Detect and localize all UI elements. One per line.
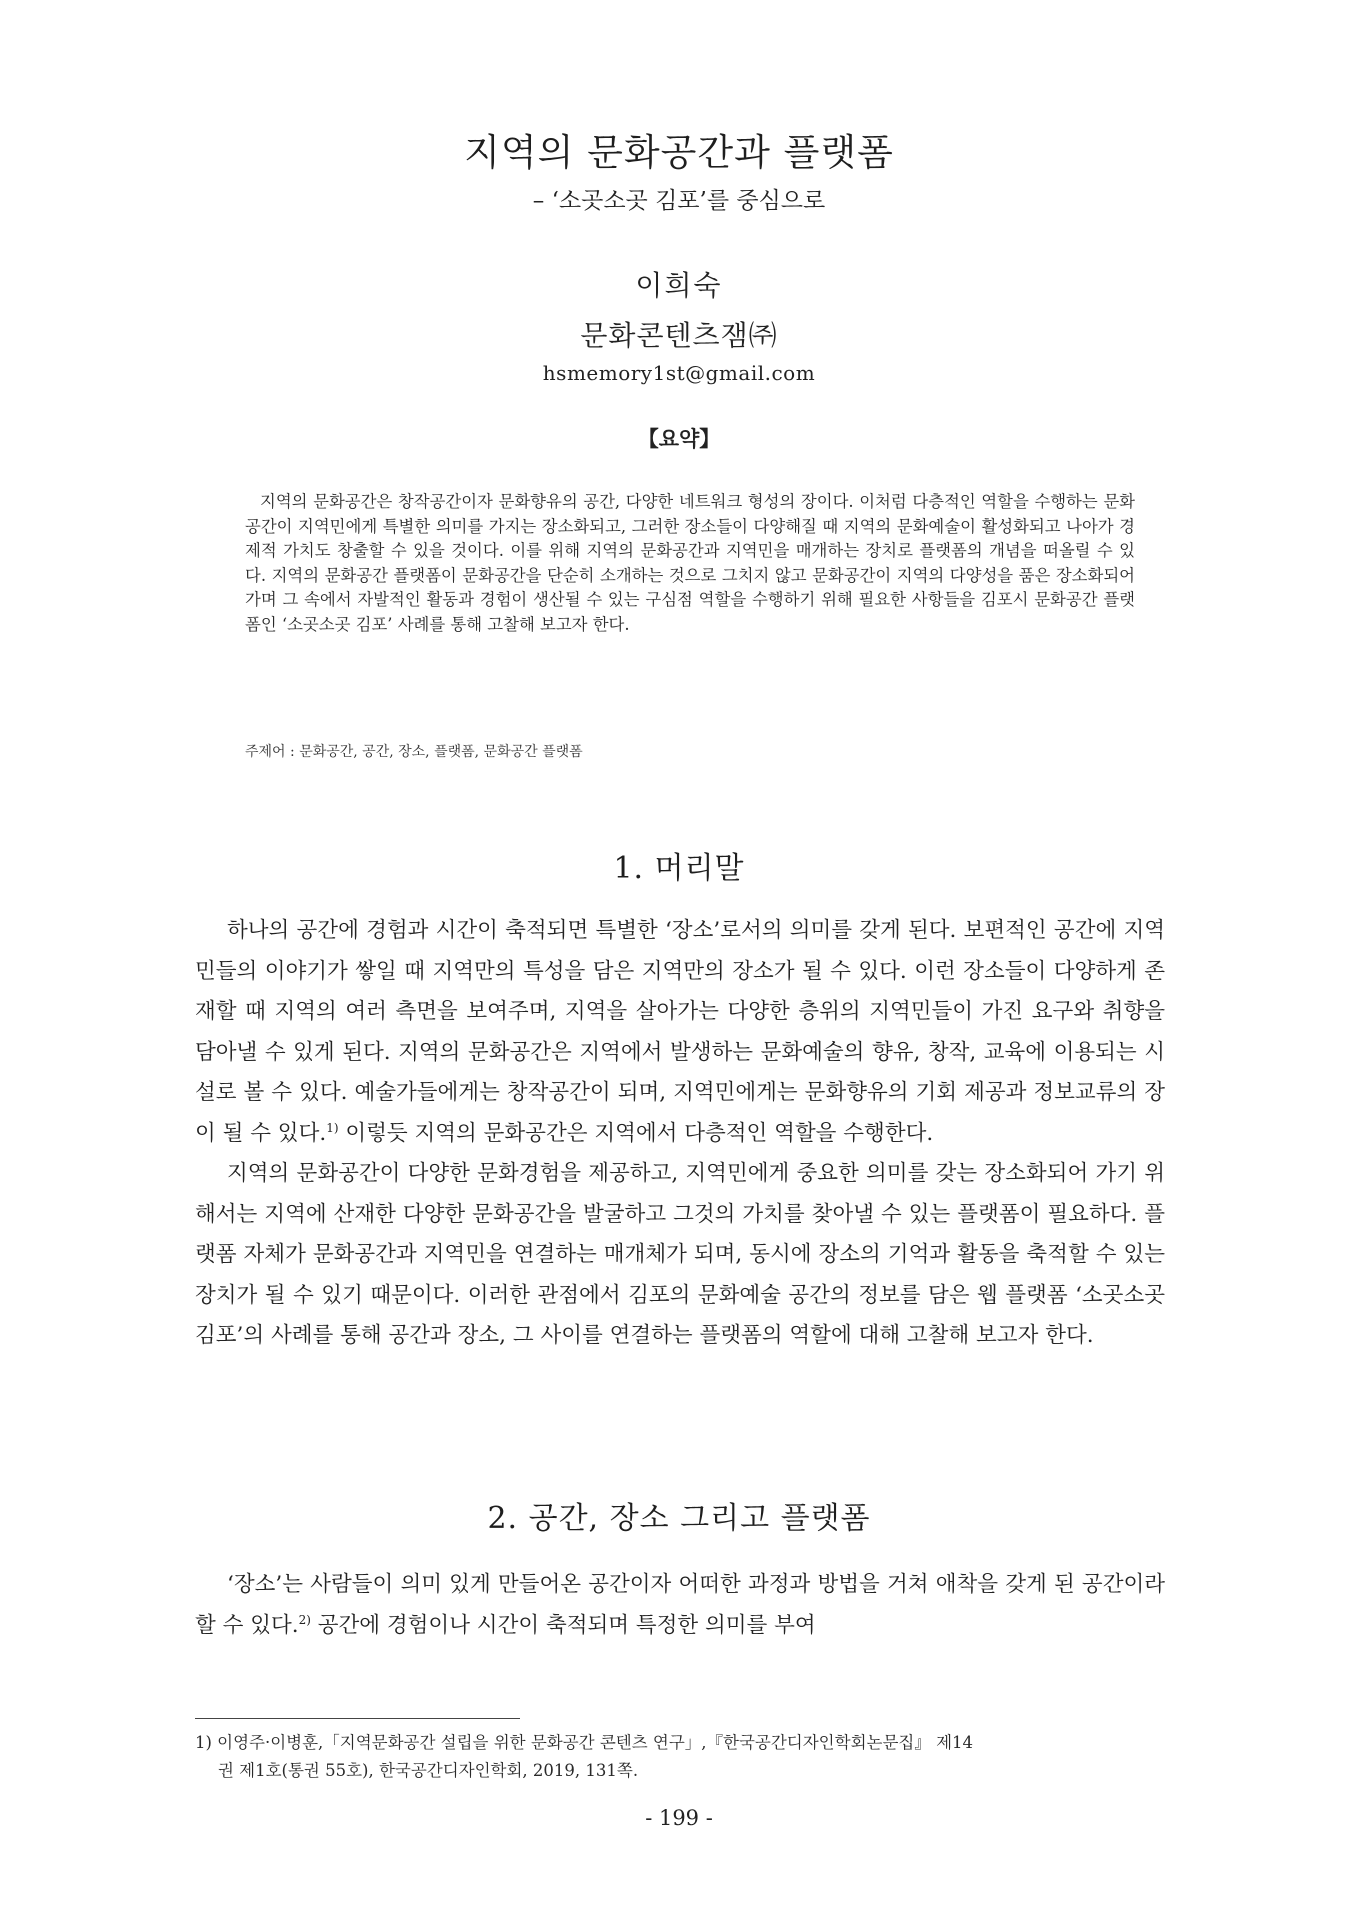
- footnote-ref-2: 2): [298, 1612, 311, 1627]
- abstract-text: 지역의 문화공간은 창작공간이자 문화향유의 공간, 다양한 네트워크 형성의 장이다. 이처럼 다층적인 역할을 수행하는 문화공간이 지역민에게 특별한 의미를 가지는 장소화되고, 그러한 장소들이 다양해질 때 지역의 문화예술이 활성화되고 나아가 경제적 가치도 창출할 수 있을 것이다. 이를 위해 지역의 문화공간과 지역민을 매개하는 장치로 플랫폼의 개념을 떠올릴 수 있다. 지역의 문화공간 플랫폼이 문화공간을 단순히 소개하는 것으로 그치지 않고 문화공간이 지역의 다양성을 품은 장소화되어 가며 그 속에서 자발적인 활동과 경험이 생산될 수 있는 구심점 역할을 수행하기 위해 필요한 사항들을 김포시 문화공간 플랫폼인 ‘소곳소곳 김포’ 사례를 통해 고찰해 보고자 한다.: [245, 492, 1135, 634]
- section-1-paragraph-1: [195, 911, 1165, 1154]
- section-2-heading: 2. 공간, 장소 그리고 플랫폼: [487, 1501, 871, 1536]
- footnote-line-2: 권 제1호(통권 55호), 한국공간디자인학회, 2019, 131쪽.: [218, 1761, 639, 1780]
- section-1-body: [195, 911, 1165, 1357]
- section-1-heading: 1. 머리말: [613, 851, 745, 886]
- section-1-paragraph-2: 지역의 문화공간이 다양한 문화경험을 제공하고, 지역민에게 중요한 의미를 갖는 장소화되어 가기 위해서는 지역에 산재한 다양한 문화공간을 발굴하고 그것의 가치를 찾아낼 수 있는 플랫폼이 필요하다. 플랫폼 자체가 문화공간과 지역민을 연결하는 매개체가 되며, 동시에 장소의 기억과 활동을 축적할 수 있는 장치가 될 수 있기 때문이다. 이러한 관점에서 김포의 문화예술 공간의 정보를 담은 웹 플랫폼 ‘소곳소곳 김포’의 사례를 통해 공간과 장소, 그 사이를 연결하는 플랫폼의 역할에 대해 고찰해 보고자 한다.: [195, 1161, 1165, 1348]
- section-2-body: [195, 1565, 1165, 1646]
- paper-title: 지역의 문화공간과 플랫폼: [464, 131, 894, 174]
- abstract-heading: 【요약】: [637, 426, 721, 451]
- section-1-paragraph-1-text-a: 하나의 공간에 경험과 시간이 축적되면 특별한 ‘장소’로서의 의미를 갖게 된다. 보편적인 공간에 지역민들의 이야기가 쌓일 때 지역만의 특성을 담은 지역만의 장소가 될 수 있다. 이런 장소들이 다양하게 존재할 때 지역의 여러 측면을 보여주며, 지역을 살아가는 다양한 층위의 지역민들이 가진 요구와 취향을 담아낼 수 있게 된다. 지역의 문화공간은 지역에서 발생하는 문화예술의 향유, 창작, 교육에 이용되는 시설로 볼 수 있다. 예술가들에게는 창작공간이 되며, 지역민에게는 문화향유의 기회 제공과 정보교류의 장이 될 수 있다.: [195, 918, 1165, 1146]
- paper-subtitle: – ‘소곳소곳 김포’를 중심으로: [532, 188, 826, 214]
- section-2-paragraph-1: [195, 1565, 1165, 1646]
- author-email: hsmemory1st@gmail.com: [542, 361, 816, 385]
- page-number: - 199 -: [645, 1806, 713, 1830]
- section-2-paragraph-1-text-a: ‘장소’는 사람들이 의미 있게 만들어온 공간이자 어떠한 과정과 방법을 거쳐 애착을 갖게 된 공간이라 할 수 있다.: [195, 1572, 1165, 1638]
- author-affiliation: 문화콘텐츠잼㈜: [580, 319, 778, 352]
- section-2-paragraph-1-text-b: 공간에 경험이나 시간이 축적되며 특정한 의미를 부여: [310, 1612, 816, 1638]
- footnote-line-1: 1) 이영주·이병훈,「지역문화공간 설립을 위한 문화공간 콘텐츠 연구」,『한국공간디자인학회논문집』 제14: [195, 1733, 974, 1752]
- keywords: 주제어 : 문화공간, 공간, 장소, 플랫폼, 문화공간 플랫폼: [245, 744, 583, 760]
- footnote: [195, 1729, 1170, 1785]
- author-name: 이희숙: [635, 269, 723, 302]
- footnote-ref-1: 1): [326, 1120, 339, 1135]
- footnote-divider: [195, 1718, 520, 1719]
- section-1-paragraph-1-text-b: 이렇듯 지역의 문화공간은 지역에서 다층적인 역할을 수행한다.: [338, 1120, 934, 1146]
